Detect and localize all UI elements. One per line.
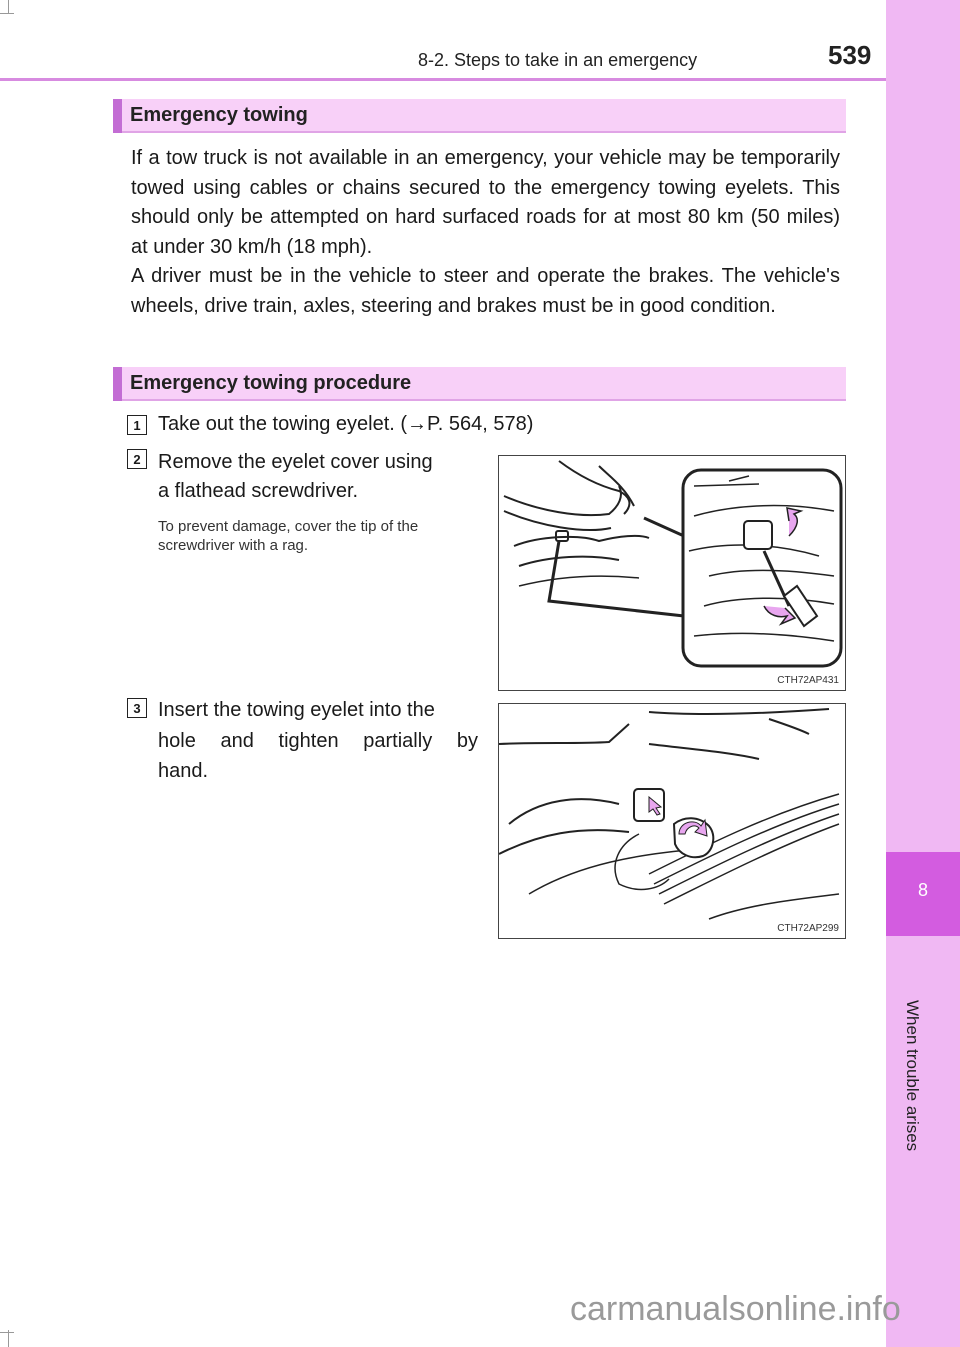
figure-insert-eyelet <box>498 703 846 939</box>
eyelet-cover-illustration <box>499 456 845 690</box>
header-section-title: 8-2. Steps to take in an emergency <box>418 50 698 70</box>
step-3-number: 3 <box>127 698 147 718</box>
chapter-side-tab[interactable] <box>886 0 960 1347</box>
section-accent-bar <box>113 99 122 133</box>
step-2-text-line1: Remove the eyelet cover using <box>158 451 433 473</box>
crop-mark <box>0 13 14 14</box>
page-number: 539 <box>828 40 872 70</box>
step-3-text-line1: Insert the towing eyelet into the <box>158 699 435 721</box>
crop-mark <box>8 0 9 14</box>
crop-mark <box>0 1332 14 1333</box>
chapter-number: 8 <box>917 880 928 900</box>
step-2-text-line2: a flathead screwdriver. <box>158 480 359 502</box>
figure-eyelet-cover <box>498 455 846 691</box>
section-title: Emergency towing procedure <box>130 372 412 394</box>
towing-paragraph-1: If a tow truck is not available in an emergency, your vehicle may be temporarily towed using cables or chains secured to the emergency towing eyelets. This should only be attempted on hard surfaced roads for at most 80 km (50 miles) at under 30 km/h (18 mph). <box>131 147 840 258</box>
chapter-label: When trouble arises <box>903 1000 922 1152</box>
section-title: Emergency towing <box>130 104 308 126</box>
step-3-text-line3: hand. <box>158 760 209 782</box>
section-heading-towing-procedure <box>113 367 846 401</box>
figure-code: CTH72AP431 <box>777 675 839 686</box>
step-1-number: 1 <box>127 415 147 435</box>
figure-code: CTH72AP299 <box>777 923 839 934</box>
step-1-text: Take out the towing eyelet. (→P. 564, 578) <box>158 413 534 435</box>
chapter-number-tab[interactable] <box>886 852 960 936</box>
watermark-text: carmanualsonline.info <box>570 1290 901 1328</box>
step-3-text-line2: hole and tighten partially by <box>158 730 478 752</box>
section-heading-emergency-towing <box>113 99 846 133</box>
step-2-number: 2 <box>127 449 147 469</box>
section-accent-bar <box>113 367 122 401</box>
towing-paragraph-2: A driver must be in the vehicle to steer and operate the brakes. The vehicle's wheels, drive train, axles, steering and brakes must be in good condition. <box>131 265 840 317</box>
insert-eyelet-illustration <box>499 704 845 938</box>
header-rule <box>0 78 886 81</box>
step-2-note: To prevent damage, cover the tip of the screwdriver with a rag. <box>158 518 419 554</box>
